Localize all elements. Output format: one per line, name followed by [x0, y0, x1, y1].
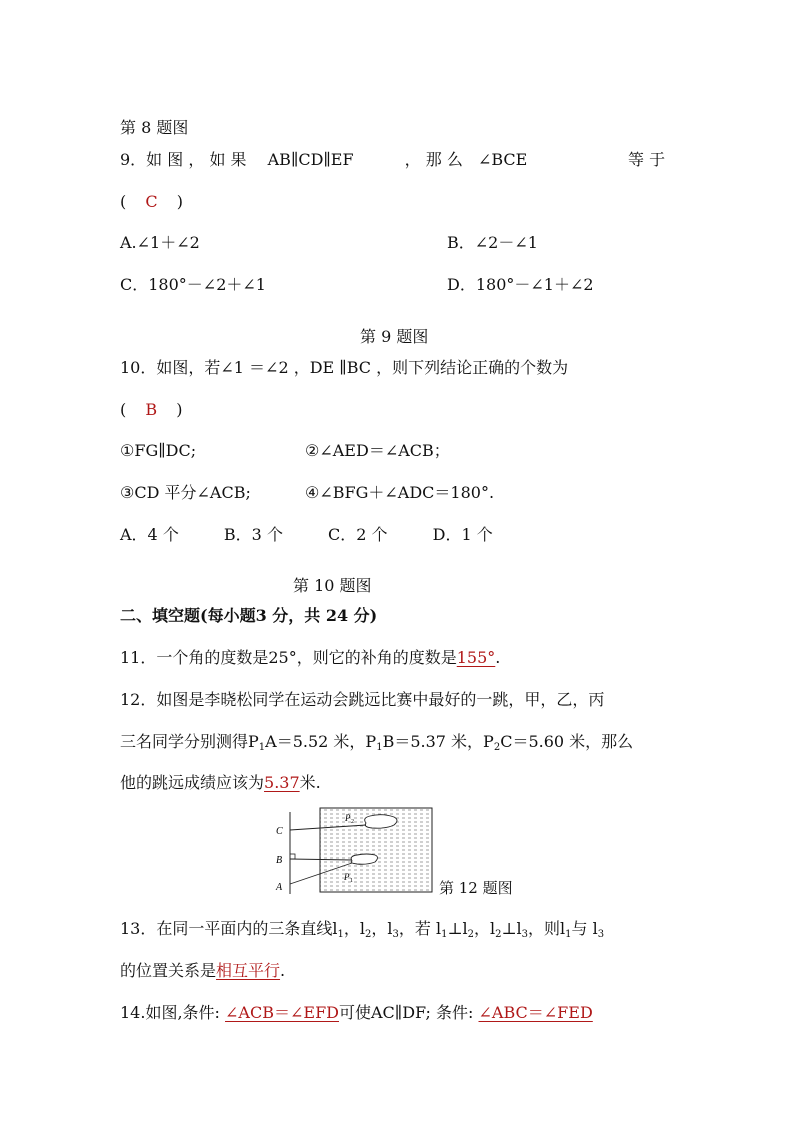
- q13-s2: 3: [392, 929, 399, 940]
- q12-line2-a: 三名同学分别测得P: [120, 732, 259, 751]
- q12-sub2: 1: [376, 742, 383, 753]
- q10-options: [120, 525, 493, 545]
- q13-t5: ⊥l: [447, 919, 468, 938]
- q13-t9: 与 l: [571, 919, 598, 938]
- q12-caption: 第 12 题图: [439, 879, 513, 897]
- q10-option-a: A．4 个: [120, 525, 179, 544]
- q10-option-c: C．2 个: [328, 525, 388, 544]
- footprint-top: [365, 815, 397, 828]
- q13-t7: ⊥l: [501, 919, 522, 938]
- footprint-bottom: [351, 854, 377, 864]
- q9-option-c: C．180°－∠2＋∠1: [120, 275, 266, 294]
- q9-option-a: A.∠1＋∠2: [120, 233, 200, 252]
- q8-caption: 第 8 题图: [120, 118, 189, 137]
- label-c: C: [276, 826, 283, 837]
- q11-end: .: [495, 648, 501, 667]
- q12-line3-text: 他的跳远成绩应该为: [120, 773, 265, 792]
- q9-paren-open: (: [120, 192, 127, 211]
- q9-option-b: B．∠2－∠1: [447, 233, 538, 252]
- q9-answer: C: [145, 192, 158, 211]
- q12-line2-b: A＝5.52 米，P: [265, 732, 377, 751]
- q13-line2-text: 的位置关系是: [120, 961, 217, 980]
- q11: [120, 648, 500, 668]
- q13-t8: ，则l: [528, 919, 566, 938]
- q14-line1: [120, 1003, 593, 1023]
- q12-sub3: 2: [493, 742, 501, 753]
- q9-caption: 第 9 题图: [360, 327, 429, 346]
- q13-t2: ，l: [343, 919, 365, 938]
- q11-answer: 155°: [456, 648, 496, 667]
- q13-s6: 3: [521, 929, 529, 940]
- q14-answer-2: ∠ABC＝∠FED: [478, 1003, 593, 1022]
- label-p2-sub: 2: [351, 819, 354, 825]
- q10-option-b: B．3 个: [223, 525, 283, 544]
- q12-line2-d: C＝5.60 米，那么: [500, 732, 634, 751]
- q13-t1: 13．在同一平面内的三条直线l: [120, 919, 338, 938]
- q13-s5: 2: [495, 929, 502, 940]
- q13-end: .: [280, 961, 286, 980]
- q13-s0: 1: [337, 929, 344, 940]
- q13-t3: ，l: [371, 919, 393, 938]
- q10-option-d: D．1 个: [432, 525, 493, 544]
- q9-mid: ， 那 么: [404, 150, 463, 169]
- label-p1-sub: 1: [350, 878, 353, 884]
- q9-target: ∠BCE: [477, 150, 528, 169]
- q10-statement-2: ②∠AED＝∠ACB；: [305, 441, 450, 460]
- q13-t4: ，若 l: [398, 919, 442, 938]
- q14-a: 14.如图,条件:: [120, 1003, 226, 1022]
- q12-line1: 12．如图是李晓松同学在运动会跳远比赛中最好的一跳，甲，乙，丙: [120, 690, 605, 709]
- q10-answer-line: [120, 400, 182, 420]
- q14-answer-1: ∠ACB＝∠EFD: [225, 1003, 339, 1022]
- q9-stem: [120, 150, 527, 170]
- q14-b: 可使AC∥DF; 条件:: [339, 1003, 479, 1022]
- q9-tail: 等 于: [628, 150, 666, 169]
- q10-statement-4: ④∠BFG＋∠ADC＝180°.: [305, 483, 495, 502]
- q13-s1: 2: [364, 929, 372, 940]
- label-a: A: [276, 882, 283, 893]
- q12-line3-end: 米.: [299, 773, 321, 792]
- q10-caption: 第 10 题图: [293, 576, 372, 595]
- q12-line3: [120, 773, 321, 793]
- q10-paren-open: (: [120, 400, 127, 419]
- q12-answer: 5.37: [264, 773, 300, 792]
- q10-answer: B: [145, 400, 158, 419]
- q13-answer: 相互平行: [216, 961, 281, 980]
- label-b: B: [276, 855, 283, 866]
- label-p1: P: [344, 872, 350, 882]
- q13-s4: 2: [467, 929, 474, 940]
- q9-paren-close: ): [176, 192, 183, 211]
- q9-prefix: 9．如 图 ， 如 果: [120, 150, 247, 169]
- q12-line2: [120, 732, 633, 758]
- q10-paren-close: ): [176, 400, 183, 419]
- q9-option-d: D．180°－∠1＋∠2: [447, 275, 594, 294]
- q9-cond: AB∥CD∥EF: [267, 150, 354, 169]
- q10-stem: 10．如图，若∠1 ＝∠2 ，DE ∥BC ，则下列结论正确的个数为: [120, 358, 569, 377]
- right-angle-mark: [290, 854, 295, 859]
- q10-statement-1: ①FG∥DC;: [120, 441, 197, 460]
- q13-line1: [120, 919, 604, 945]
- q12-figure: [270, 804, 440, 896]
- q13-s8: 3: [597, 929, 605, 940]
- q13-line2: [120, 961, 285, 981]
- q12-line2-c: B＝5.37 米，P: [382, 732, 494, 751]
- q12-sub1: 1: [258, 742, 266, 753]
- q13-s3: 1: [441, 929, 448, 940]
- q13-s7: 1: [565, 929, 572, 940]
- q11-text: 11．一个角的度数是25°，则它的补角的度数是: [120, 648, 457, 667]
- q10-statement-3: ③CD 平分∠ACB;: [120, 483, 251, 502]
- section-title: 二、填空题(每小题3 分，共 24 分): [120, 606, 378, 625]
- q9-answer-line: [120, 192, 183, 212]
- q13-t6: ，l: [474, 919, 496, 938]
- label-p2: P: [345, 813, 351, 823]
